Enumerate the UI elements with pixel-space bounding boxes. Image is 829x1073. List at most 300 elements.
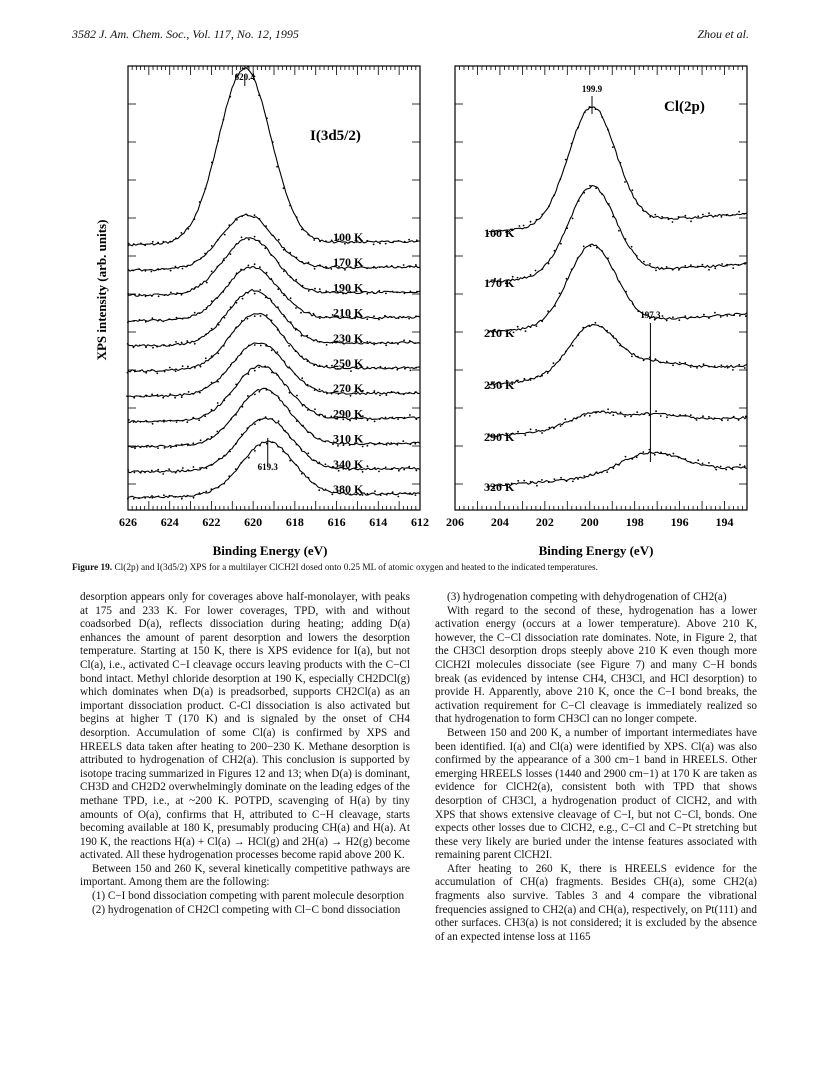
iodine-data-point xyxy=(248,373,250,375)
iodine-data-point xyxy=(211,488,213,490)
iodine-data-point xyxy=(270,278,272,280)
chlorine-data-point xyxy=(642,451,644,453)
iodine-spectrum-line xyxy=(128,214,420,271)
iodine-data-point xyxy=(198,419,200,421)
chlorine-temperature-label: 320 K xyxy=(484,480,515,494)
chlorine-data-point xyxy=(668,218,670,220)
iodine-data-point xyxy=(366,293,368,295)
iodine-data-point xyxy=(277,306,279,308)
iodine-data-point xyxy=(289,460,291,462)
chlorine-spectrum-line xyxy=(489,411,747,436)
iodine-data-point xyxy=(164,294,166,296)
chlorine-data-point xyxy=(536,219,538,221)
chlorine-data-point xyxy=(571,143,573,145)
chlorine-data-point xyxy=(530,428,532,430)
chlorine-data-point xyxy=(583,475,585,477)
chlorine-spectrum-line xyxy=(489,325,747,385)
iodine-data-point xyxy=(392,291,394,293)
iodine-data-point xyxy=(224,317,226,319)
iodine-data-point xyxy=(259,419,261,421)
iodine-data-point xyxy=(296,444,298,446)
iodine-data-point xyxy=(301,261,303,263)
chlorine-data-point xyxy=(541,375,543,377)
iodine-data-point xyxy=(415,315,417,317)
iodine-data-point xyxy=(205,188,207,190)
iodine-data-point xyxy=(374,444,376,446)
iodine-data-point xyxy=(313,239,315,241)
iodine-data-point xyxy=(169,345,171,347)
iodine-data-point xyxy=(404,368,406,370)
chlorine-spectrum-line xyxy=(489,186,747,283)
iodine-data-point xyxy=(158,495,160,497)
iodine-data-point xyxy=(192,442,194,444)
paragraph: Between 150 and 200 K, a number of important intermediates have been identified. I(a) and Cl(a) were identified by XPS. Cl(a) was also confirmed by the appearance of a 300 cm−1 band in HREELS. Other emerging HREELS losses (1440 and 2900 cm−1) at 170 K are taken as evidence for ClCH2(a), consistent both with TPD that shows desorption of CH3Cl, a hydrogenation product of ClCH2, and with XPS that shows extensive cleavage of C−I, but not C−Cl, bonds. One expects other losses due to ClCH2, e.g., C−Cl and C−Pt stretching but these very likely are buried under the intense features associated with remaining parent ClCH2I. xyxy=(435,726,757,862)
iodine-data-point xyxy=(367,493,369,495)
chlorine-data-point xyxy=(590,474,592,476)
chlorine-data-point xyxy=(619,345,621,347)
chlorine-data-point xyxy=(662,315,664,317)
chlorine-data-point xyxy=(745,416,747,418)
chlorine-data-point xyxy=(654,454,656,456)
iodine-data-point xyxy=(409,493,411,495)
iodine-data-point xyxy=(403,264,405,266)
iodine-data-point xyxy=(385,243,387,245)
chlorine-data-point xyxy=(584,415,586,417)
iodine-data-point xyxy=(408,239,410,241)
iodine-data-point xyxy=(145,346,147,348)
chlorine-data-point xyxy=(702,264,704,266)
iodine-data-point xyxy=(188,470,190,472)
iodine-data-point xyxy=(308,290,310,292)
iodine-data-point xyxy=(211,328,213,330)
iodine-data-point xyxy=(218,324,220,326)
chlorine-data-point xyxy=(578,200,580,202)
chlorine-data-point xyxy=(666,454,668,456)
chlorine-data-point xyxy=(684,265,686,267)
iodine-data-point xyxy=(408,392,410,394)
iodine-data-point xyxy=(176,421,178,423)
iodine-data-point xyxy=(283,294,285,296)
chlorine-data-point xyxy=(678,319,680,321)
iodine-data-point xyxy=(127,372,129,374)
iodine-data-point xyxy=(385,417,387,419)
iodine-data-point xyxy=(241,236,243,238)
iodine-data-point xyxy=(398,240,400,242)
iodine-data-point xyxy=(366,366,368,368)
iodine-data-point xyxy=(385,293,387,295)
chlorine-data-point xyxy=(607,129,609,131)
iodine-data-point xyxy=(248,265,250,267)
iodine-data-point xyxy=(324,441,326,443)
iodine-data-point xyxy=(139,395,141,397)
iodine-data-point xyxy=(211,409,213,411)
iodine-data-point xyxy=(313,459,315,461)
iodine-data-point xyxy=(218,458,220,460)
iodine-data-point xyxy=(373,367,375,369)
iodine-data-point xyxy=(404,492,406,494)
chlorine-data-point xyxy=(541,432,543,434)
chlorine-data-point xyxy=(684,315,686,317)
iodine-data-point xyxy=(367,445,369,447)
iodine-data-point xyxy=(385,466,387,468)
iodine-data-point xyxy=(259,240,261,242)
iodine-data-point xyxy=(175,341,177,343)
chlorine-data-point xyxy=(733,314,735,316)
chlorine-data-point xyxy=(584,112,586,114)
iodine-data-point xyxy=(396,292,398,294)
iodine-data-point xyxy=(139,319,141,321)
iodine-data-point xyxy=(235,384,237,386)
iodine-data-point xyxy=(266,389,268,391)
iodine-data-point xyxy=(144,472,146,474)
iodine-data-point xyxy=(186,421,188,423)
chlorine-data-point xyxy=(690,461,692,463)
iodine-data-point xyxy=(217,402,219,404)
chlorine-data-point xyxy=(697,266,699,268)
iodine-spectrum-line xyxy=(128,388,420,447)
iodine-data-point xyxy=(222,291,224,293)
chlorine-data-point xyxy=(666,416,668,418)
paragraph: With regard to the second of these, hydrogenation has a lower activation energy (occurs at a lower temperature). Above 210 K, however, the C−Cl dissociation rate dominates. Note, in Figure 2, that the CH3Cl desorption drops steeply above 210 K even though more ClCH2I molecules dissociate (see Figure 7) and many C−H bonds break (as evidenced by intense CH4, CH3Cl, and HCl desorption) to provide H. Apparently, above 210 K, once the C−I bond breaks, the activation requirement for C−Cl cleavage is immediately realized so that hydrogenation to form CH3Cl can no longer compete. xyxy=(435,604,757,726)
iodine-data-point xyxy=(152,347,154,349)
chlorine-data-point xyxy=(572,218,574,220)
chlorine-data-point xyxy=(721,263,723,265)
paragraph: (2) hydrogenation of CH2Cl competing with Cl−C bond dissociation xyxy=(92,903,401,916)
iodine-data-point xyxy=(277,329,279,331)
chlorine-x-tick-label: 198 xyxy=(625,515,644,529)
chlorine-data-point xyxy=(548,263,550,265)
iodine-data-point xyxy=(307,360,309,362)
iodine-data-point xyxy=(218,486,220,488)
chlorine-data-point xyxy=(547,372,549,374)
iodine-data-point xyxy=(127,343,129,345)
chlorine-data-point xyxy=(672,414,674,416)
text-column-right xyxy=(435,591,757,944)
iodine-data-point xyxy=(144,244,146,246)
iodine-data-point xyxy=(260,315,262,317)
chlorine-data-point xyxy=(523,225,525,227)
iodine-data-point xyxy=(254,263,256,265)
chlorine-data-point xyxy=(590,245,592,247)
iodine-data-point xyxy=(134,472,136,474)
iodine-temperature-label: 210 K xyxy=(333,305,364,320)
iodine-data-point xyxy=(139,370,141,372)
chlorine-data-point xyxy=(696,419,698,421)
iodine-data-point xyxy=(300,312,302,314)
chlorine-data-point xyxy=(660,415,662,417)
iodine-data-point xyxy=(175,445,177,447)
chlorine-data-point xyxy=(690,220,692,222)
chlorine-data-point xyxy=(535,270,537,272)
iodine-data-point xyxy=(133,320,135,322)
iodine-data-point xyxy=(325,267,327,269)
iodine-data-point xyxy=(265,225,267,227)
iodine-temperature-label: 380 K xyxy=(333,482,364,496)
iodine-x-tick-label: 626 xyxy=(119,515,137,529)
iodine-data-point xyxy=(318,489,320,491)
iodine-data-point xyxy=(187,366,189,368)
iodine-data-point xyxy=(296,420,298,422)
chlorine-data-point xyxy=(720,466,722,468)
iodine-data-point xyxy=(211,245,213,247)
iodine-data-point xyxy=(277,288,279,290)
iodine-data-point xyxy=(199,312,201,314)
chlorine-data-point xyxy=(524,276,526,278)
iodine-data-point xyxy=(307,452,309,454)
iodine-data-point xyxy=(188,317,190,319)
paragraph: (3) hydrogenation competing with dehydrogenation of CH2(a) xyxy=(447,591,727,603)
chlorine-data-point xyxy=(649,216,651,218)
chlorine-data-point xyxy=(589,106,591,108)
iodine-data-point xyxy=(386,444,388,446)
chlorine-data-point xyxy=(637,310,639,312)
chlorine-data-point xyxy=(715,469,717,471)
iodine-data-point xyxy=(278,397,280,399)
iodine-data-point xyxy=(188,391,190,393)
chlorine-data-point xyxy=(661,216,663,218)
iodine-data-point xyxy=(379,266,381,268)
iodine-data-point xyxy=(414,342,416,344)
chlorine-data-point xyxy=(536,485,538,487)
chlorine-data-point xyxy=(553,427,555,429)
iodine-data-point xyxy=(211,464,213,466)
iodine-data-point xyxy=(229,451,231,453)
chlorine-data-point xyxy=(559,178,561,180)
chlorine-data-point xyxy=(684,215,686,217)
iodine-data-point xyxy=(374,421,376,423)
iodine-data-point xyxy=(314,288,316,290)
iodine-data-point xyxy=(290,321,292,323)
iodine-data-point xyxy=(128,269,130,271)
iodine-data-point xyxy=(230,306,232,308)
iodine-data-point xyxy=(146,446,148,448)
iodine-data-point xyxy=(151,295,153,297)
chlorine-data-point xyxy=(612,146,614,148)
chlorine-data-point xyxy=(560,425,562,427)
chlorine-data-point xyxy=(631,458,633,460)
iodine-data-point xyxy=(247,292,249,294)
chlorine-temperature-label: 100 K xyxy=(484,226,515,240)
chlorine-data-point xyxy=(595,187,597,189)
chlorine-data-point xyxy=(714,312,716,314)
iodine-data-point xyxy=(415,264,417,266)
iodine-spectrum-line xyxy=(128,289,420,346)
iodine-data-point xyxy=(313,340,315,342)
iodine-data-point xyxy=(415,494,417,496)
chlorine-data-point xyxy=(625,238,627,240)
iodine-data-point xyxy=(379,418,381,420)
chlorine-data-point xyxy=(643,261,645,263)
iodine-data-point xyxy=(236,272,238,274)
chlorine-data-point xyxy=(601,193,603,195)
iodine-data-point xyxy=(284,384,286,386)
iodine-data-point xyxy=(157,242,159,244)
iodine-data-point xyxy=(318,462,320,464)
chlorine-data-point xyxy=(745,315,747,317)
iodine-data-point xyxy=(235,414,237,416)
chlorine-data-point xyxy=(655,358,657,360)
iodine-data-point xyxy=(134,447,136,449)
iodine-data-point xyxy=(270,254,272,256)
chlorine-data-point xyxy=(565,351,567,353)
iodine-data-point xyxy=(254,394,256,396)
iodine-data-point xyxy=(146,421,148,423)
chlorine-x-tick-label: 200 xyxy=(580,515,599,529)
iodine-data-point xyxy=(386,265,388,267)
chlorine-data-point xyxy=(601,411,603,413)
iodine-data-point xyxy=(367,419,369,421)
iodine-data-point xyxy=(194,218,196,220)
chlorine-data-point xyxy=(726,265,728,267)
iodine-data-point xyxy=(199,467,201,469)
iodine-data-point xyxy=(182,467,184,469)
chlorine-data-point xyxy=(535,429,537,431)
chlorine-data-point xyxy=(523,480,525,482)
iodine-data-point xyxy=(152,317,154,319)
iodine-data-point xyxy=(181,498,183,500)
chlorine-data-point xyxy=(612,216,614,218)
chlorine-data-point xyxy=(732,214,734,216)
iodine-data-point xyxy=(272,235,274,237)
iodine-data-point xyxy=(206,282,208,284)
iodine-data-point xyxy=(296,257,298,259)
iodine-data-point xyxy=(236,327,238,329)
iodine-spectrum-line xyxy=(128,343,420,397)
chlorine-data-point xyxy=(624,181,626,183)
iodine-data-point xyxy=(366,392,368,394)
iodine-data-point xyxy=(181,444,183,446)
iodine-data-point xyxy=(229,282,231,284)
chlorine-data-point xyxy=(612,335,614,337)
chlorine-data-point xyxy=(726,315,728,317)
iodine-data-point xyxy=(276,351,278,353)
iodine-data-point xyxy=(295,329,297,331)
iodine-data-point xyxy=(134,371,136,373)
iodine-data-point xyxy=(199,392,201,394)
iodine-data-point xyxy=(157,447,159,449)
chlorine-data-point xyxy=(601,472,603,474)
iodine-data-point xyxy=(126,395,128,397)
iodine-x-tick-label: 618 xyxy=(285,515,304,529)
iodine-data-point xyxy=(229,96,231,98)
iodine-data-point xyxy=(236,243,238,245)
iodine-data-point xyxy=(199,492,201,494)
chlorine-data-point xyxy=(536,325,538,327)
chlorine-data-point xyxy=(739,315,741,317)
chlorine-temperature-label: 210 K xyxy=(484,326,515,340)
chlorine-data-point xyxy=(530,481,532,483)
chlorine-data-point xyxy=(715,215,717,217)
iodine-data-point xyxy=(182,318,184,320)
iodine-data-point xyxy=(211,271,213,273)
iodine-spectrum-line xyxy=(128,68,420,246)
iodine-data-point xyxy=(288,366,290,368)
figure-caption-label: Figure 19. xyxy=(72,563,113,573)
chlorine-data-point xyxy=(666,320,668,322)
iodine-data-point xyxy=(170,447,172,449)
chlorine-data-point xyxy=(566,480,568,482)
iodine-data-point xyxy=(174,496,176,498)
iodine-data-point xyxy=(325,489,327,491)
iodine-data-point xyxy=(216,431,218,433)
iodine-data-point xyxy=(224,455,226,457)
chlorine-data-point xyxy=(626,349,628,351)
iodine-data-point xyxy=(373,292,375,294)
iodine-data-point xyxy=(409,266,411,268)
chlorine-data-point xyxy=(608,203,610,205)
chlorine-data-point xyxy=(625,291,627,293)
iodine-data-point xyxy=(193,466,195,468)
iodine-data-point xyxy=(151,369,153,371)
iodine-data-point xyxy=(140,421,142,423)
iodine-data-point xyxy=(391,342,393,344)
chlorine-data-point xyxy=(596,247,598,249)
iodine-data-point xyxy=(282,451,284,453)
chlorine-data-point xyxy=(661,268,663,270)
iodine-data-point xyxy=(163,421,165,423)
iodine-data-point xyxy=(162,473,164,475)
iodine-data-point xyxy=(325,463,327,465)
chlorine-data-point xyxy=(595,322,597,324)
iodine-x-tick-label: 616 xyxy=(327,515,346,529)
chlorine-temperature-label: 250 K xyxy=(484,378,515,392)
iodine-data-point xyxy=(416,239,418,241)
iodine-data-point xyxy=(211,355,213,357)
chlorine-data-point xyxy=(732,369,734,371)
chlorine-data-point xyxy=(726,214,728,216)
iodine-data-point xyxy=(313,313,315,315)
iodine-data-point xyxy=(217,381,219,383)
chlorine-x-tick-label: 202 xyxy=(535,515,554,529)
iodine-data-point xyxy=(163,268,165,270)
running-header-citation: 3582 J. Am. Chem. Soc., Vol. 117, No. 12, 1995 xyxy=(72,27,299,41)
iodine-data-point xyxy=(271,300,273,302)
iodine-data-point xyxy=(230,253,232,255)
chlorine-data-point xyxy=(607,257,609,259)
iodine-data-point xyxy=(283,316,285,318)
chlorine-data-point xyxy=(679,362,681,364)
iodine-data-point xyxy=(204,253,206,255)
chlorine-data-point xyxy=(744,367,746,369)
chlorine-data-point xyxy=(566,227,568,229)
iodine-data-point xyxy=(260,345,262,347)
iodine-data-point xyxy=(266,117,268,119)
iodine-data-point xyxy=(392,367,394,369)
iodine-data-point xyxy=(254,293,256,295)
iodine-data-point xyxy=(318,438,320,440)
chlorine-data-point xyxy=(708,462,710,464)
chlorine-spectrum-line xyxy=(489,452,747,487)
chlorine-data-point xyxy=(660,362,662,364)
iodine-peak-label: 619.3 xyxy=(257,462,278,472)
iodine-data-point xyxy=(295,307,297,309)
iodine-data-point xyxy=(391,265,393,267)
iodine-data-point xyxy=(295,279,297,281)
iodine-data-point xyxy=(235,358,237,360)
iodine-data-point xyxy=(157,394,159,396)
iodine-data-point xyxy=(140,472,142,474)
iodine-data-point xyxy=(127,322,129,324)
chlorine-data-point xyxy=(588,325,590,327)
iodine-data-point xyxy=(151,497,153,499)
iodine-data-point xyxy=(242,376,244,378)
iodine-data-point xyxy=(278,239,280,241)
chlorine-data-point xyxy=(632,303,634,305)
iodine-data-point xyxy=(284,405,286,407)
chlorine-data-point xyxy=(743,213,745,215)
iodine-data-point xyxy=(175,266,177,268)
iodine-data-point xyxy=(235,443,237,445)
